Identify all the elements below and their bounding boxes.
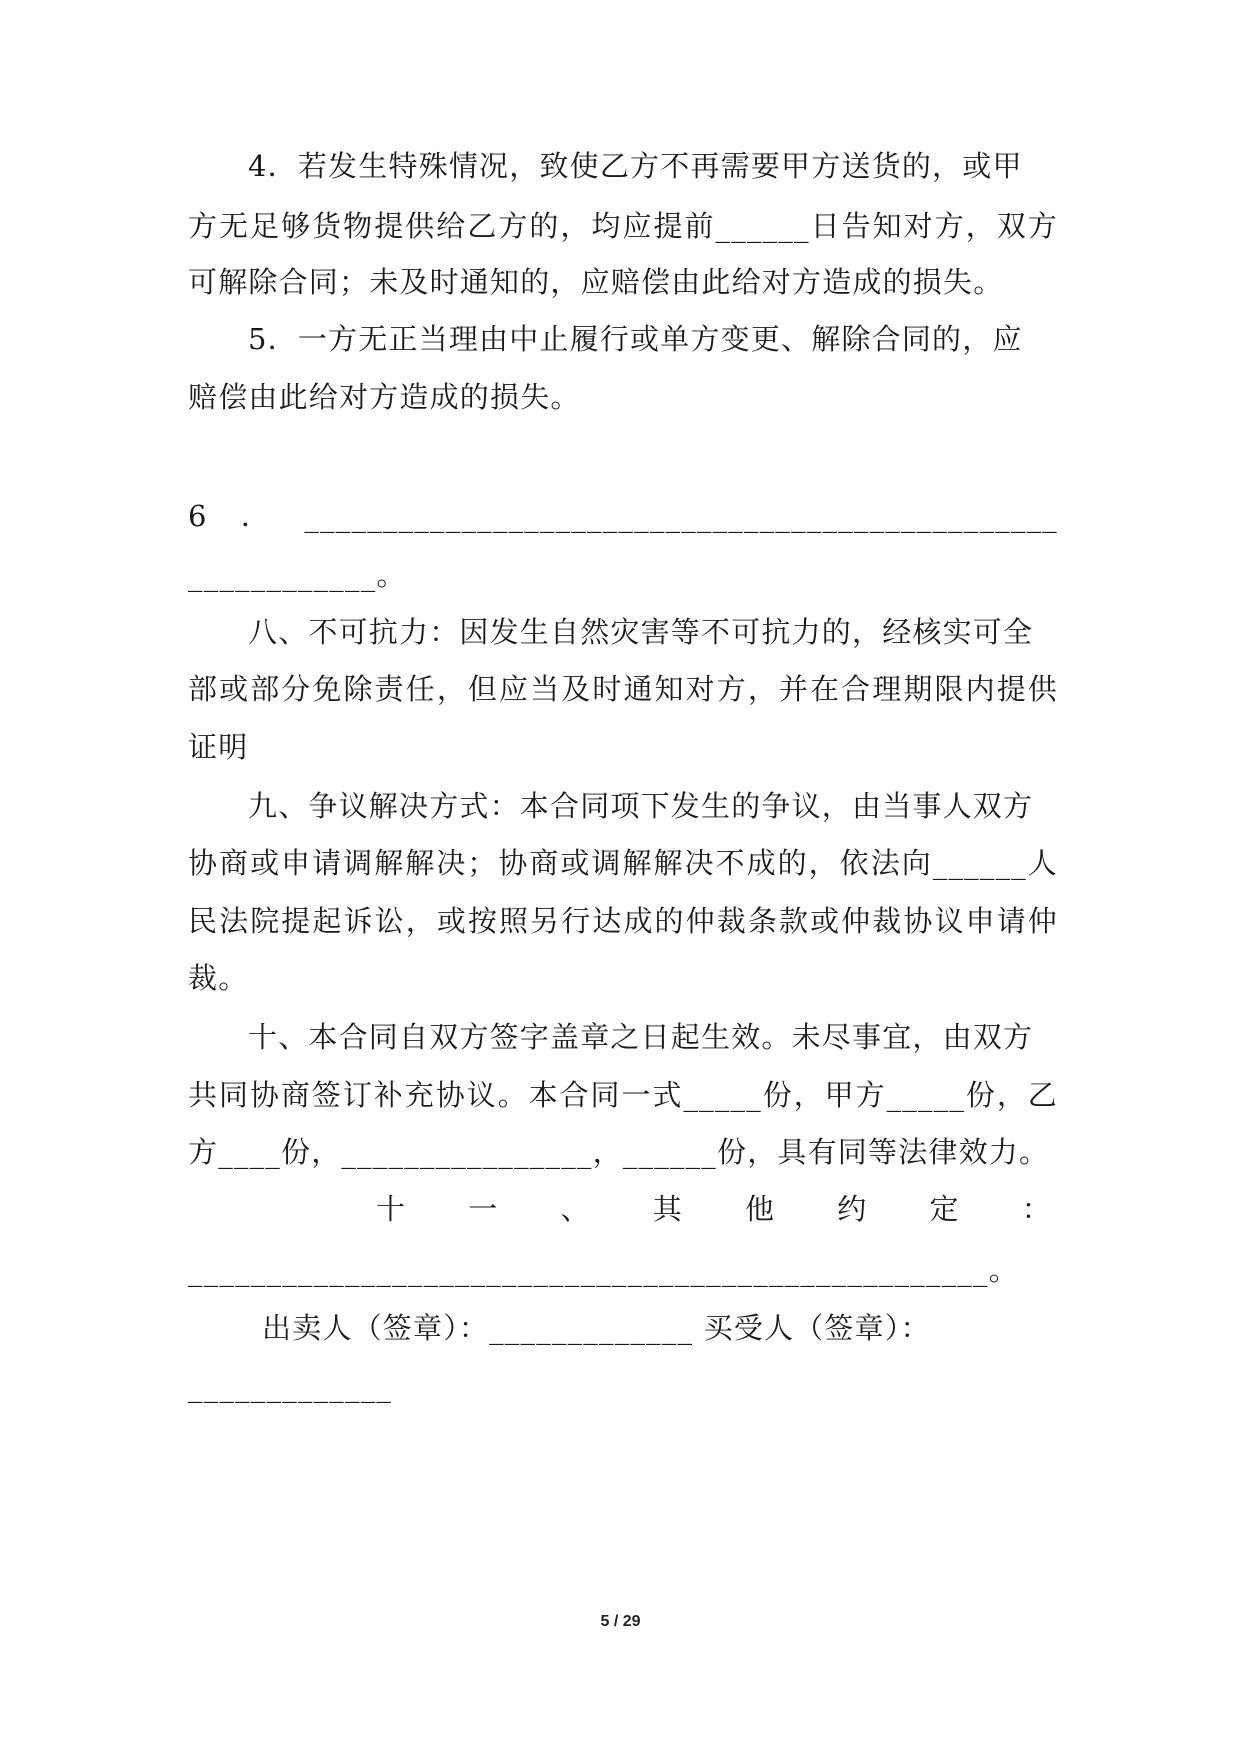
clause-4-line-2: 方无足够货物提供给乙方的，均应提前______日告知对方，双方 bbox=[188, 209, 1058, 243]
clause-8-line-2: 部或部分免除责任，但应当及时通知对方，并在合理期限内提供 bbox=[188, 672, 1058, 706]
clause-9-line-4: 裁。 bbox=[188, 961, 249, 995]
clause-11-heading bbox=[376, 1189, 1052, 1229]
heading-char: 十 bbox=[376, 1192, 407, 1226]
clause-9-line-1: 九、争议解决方式：本合同项下发生的争议，由当事人双方 bbox=[248, 789, 1034, 823]
clause-11-line-2: ___________________________________________________。 bbox=[188, 1253, 1019, 1287]
clause-10-line-2: 共同协商签订补充协议。本合同一式_____份，甲方_____份，乙 bbox=[188, 1078, 1058, 1112]
signature-line: 出卖人（签章）：_____________ 买受人（签章）： bbox=[262, 1311, 931, 1345]
heading-char: 定 bbox=[929, 1192, 960, 1226]
clause-6-line-2: ____________。 bbox=[188, 558, 407, 592]
clause-10-line-1: 十、本合同自双方签字盖章之日起生效。未尽事宜，由双方 bbox=[248, 1020, 1034, 1054]
heading-char: 其 bbox=[652, 1192, 683, 1226]
clause-9-line-3: 民法院提起诉讼，或按照另行达成的仲裁条款或仲裁协议申请仲 bbox=[188, 904, 1058, 938]
heading-char: 约 bbox=[837, 1192, 868, 1226]
clause-4-line-3: 可解除合同；未及时通知的，应赔偿由此给对方造成的损失。 bbox=[188, 265, 1004, 299]
heading-char: 一 bbox=[468, 1192, 499, 1226]
clause-9-line-2: 协商或申请调解解决；协商或调解解决不成的，依法向______人 bbox=[188, 846, 1058, 880]
heading-char: 他 bbox=[745, 1192, 776, 1226]
page-number: 5 / 29 bbox=[600, 1613, 641, 1630]
clause-8-line-3: 证明 bbox=[188, 730, 249, 764]
clause-8-line-1: 八、不可抗力：因发生自然灾害等不可抗力的，经核实可全 bbox=[248, 615, 1034, 649]
clause-5-line-2: 赔偿由此给对方造成的损失。 bbox=[188, 380, 581, 414]
clause-6-line-1: 6．________________________________________________ bbox=[188, 499, 1058, 533]
signature-blank: _____________ bbox=[188, 1369, 393, 1403]
clause-10-line-3: 方____份，________________，______份，具有同等法律效力。 bbox=[188, 1135, 1050, 1169]
clause-4-line-1: 4．若发生特殊情况，致使乙方不再需要甲方送货的，或甲 bbox=[248, 149, 1023, 183]
clause-5-line-1: 5．一方无正当理由中止履行或单方变更、解除合同的，应 bbox=[248, 322, 1023, 356]
heading-char: 、 bbox=[560, 1192, 591, 1226]
heading-char: ： bbox=[1021, 1192, 1052, 1226]
